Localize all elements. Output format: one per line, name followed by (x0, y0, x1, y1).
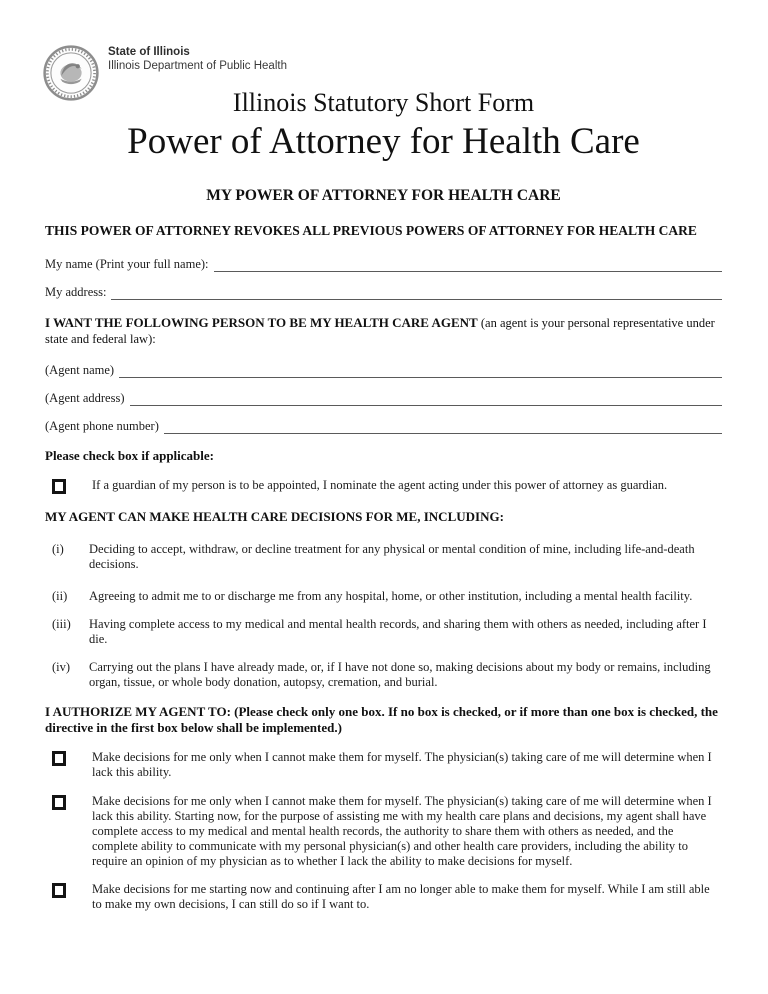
authorize-heading: I AUTHORIZE MY AGENT TO: (Please check only one box. If no box is checked, or if more than one box is checked, the directive in the first box below shall be implemented.) (45, 704, 718, 735)
authorize-option-2-checkbox[interactable] (52, 795, 66, 810)
decision-item-i (45, 542, 722, 572)
authorize-option-2-row (45, 794, 722, 869)
form-subtitle: MY POWER OF ATTORNEY FOR HEALTH CARE (206, 187, 561, 204)
form-title-line1: Illinois Statutory Short Form (232, 88, 535, 117)
agent-address-label: (Agent address) (45, 391, 125, 405)
my-address-input-line[interactable] (111, 284, 722, 300)
decision-item-iii (45, 617, 722, 647)
authorize-option-2-text: Make decisions for me only when I cannot make them for myself. The physician(s) taking care of me will determine when I lack this ability. Starting now, for the purpose of assisting me with my health care plans and decisions, my agent shall have complete access to my medical and mental health records, the authority to share them with others as needed, and the complete ability to communicate with my personal physician(s) and other health care providers, including the ability to require an opinion of my physician as to whether I lack the ability to make decisions for myself. (92, 794, 712, 868)
decision-item-i-number: (i) (52, 542, 64, 556)
agent-phone-label: (Agent phone number) (45, 419, 159, 433)
agent-section-heading-bold: I WANT THE FOLLOWING PERSON TO BE MY HEALTH CARE AGENT (45, 315, 478, 330)
guardian-checkbox[interactable] (52, 479, 66, 494)
authorize-option-1-row (45, 750, 722, 780)
form-title-line2: Power of Attorney for Health Care (127, 121, 640, 162)
authorize-option-1-checkbox[interactable] (52, 751, 66, 766)
my-name-label: My name (Print your full name): (45, 257, 209, 271)
decision-item-ii-text: Agreeing to admit me to or discharge me from any hospital, home, or other institution, including a mental health facility. (89, 589, 693, 603)
guardian-option-text: If a guardian of my person is to be appointed, I nominate the agent acting under this power of attorney as guardian. (92, 478, 668, 492)
decision-item-ii-number: (ii) (52, 589, 68, 603)
guardian-option-row (45, 478, 722, 494)
decision-item-iv-number: (iv) (52, 660, 71, 674)
decision-item-i-text: Deciding to accept, withdraw, or decline treatment for any physical or mental condition of mine, including life-and-death decisions. (89, 542, 695, 571)
decision-item-ii (45, 589, 722, 604)
agent-name-label: (Agent name) (45, 363, 115, 377)
decision-item-iii-text: Having complete access to my medical and mental health records, and sharing them with others as needed, including after I die. (89, 617, 707, 646)
agent-address-input-line[interactable] (130, 390, 723, 406)
agency-name: State of Illinois (108, 46, 190, 58)
agent-section-heading (45, 315, 722, 347)
decision-item-iv (45, 660, 722, 690)
decisions-heading: MY AGENT CAN MAKE HEALTH CARE DECISIONS FOR ME, INCLUDING: (45, 509, 504, 524)
guardian-heading: Please check box if applicable: (45, 448, 214, 463)
illinois-state-seal-icon (42, 44, 100, 102)
authorize-option-3-text: Make decisions for me starting now and continuing after I am no longer able to make them for myself. While I am still able to make my own decisions, I can still do so if I want to. (92, 882, 710, 911)
agent-section-heading-tail: (an agent is your personal representative under state and federal law): (45, 316, 715, 346)
authorize-option-3-checkbox[interactable] (52, 883, 66, 898)
my-name-input-line[interactable] (214, 256, 722, 272)
my-address-label: My address: (45, 285, 107, 299)
revocation-heading: THIS POWER OF ATTORNEY REVOKES ALL PREVIOUS POWERS OF ATTORNEY FOR HEALTH CARE (45, 223, 697, 238)
agent-phone-input-line[interactable] (164, 418, 722, 434)
decision-item-iv-text: Carrying out the plans I have already made, or, if I have not done so, making decisions about my body or remains, including organ, tissue, or whole body donation, autopsy, cremation, and burial. (89, 660, 711, 689)
authorize-option-3-row (45, 882, 722, 912)
authorize-option-1-text: Make decisions for me only when I cannot make them for myself. The physician(s) taking care of me will determine when I lack this ability. (92, 750, 712, 779)
agent-name-input-line[interactable] (119, 362, 722, 378)
agency-header (108, 45, 287, 73)
decision-item-iii-number: (iii) (52, 617, 71, 631)
agency-dept: Illinois Department of Public Health (108, 60, 287, 72)
